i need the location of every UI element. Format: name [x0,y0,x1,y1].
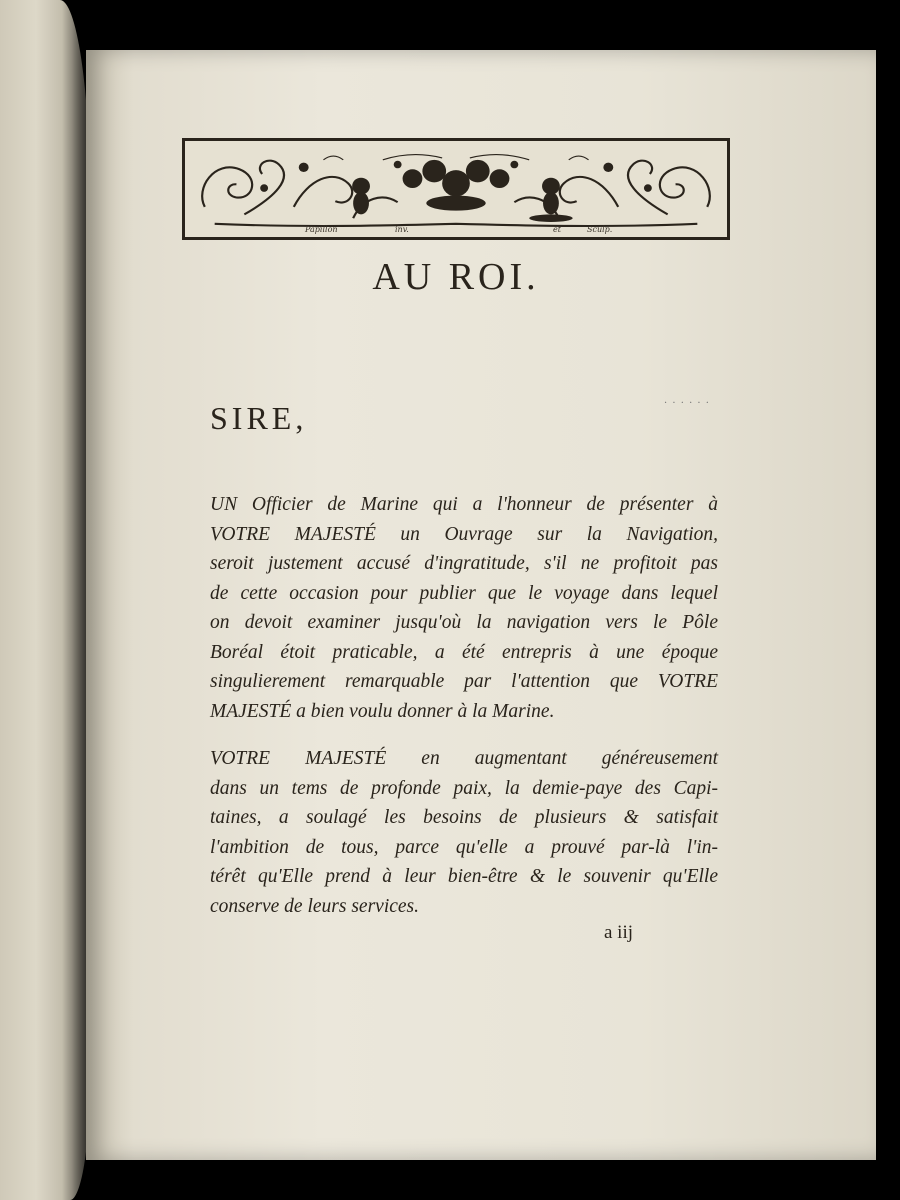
paragraph-line: VOTRE MAJESTÉ en augmentant généreusement [210,748,718,769]
paragraph-line: dans un tems de profonde paix, la demie-paye des Capi- [210,777,718,799]
paragraph-line: l'ambition de tous, parce qu'elle a prouvé par-là l'in- [210,836,718,858]
engraver-credit-left: Papillon [305,225,338,234]
paragraph-line: conserve de leurs services. [210,895,420,917]
page-title: AU ROI. [372,256,540,298]
paragraph-line: Boréal étoit praticable, a été entrepris à une époque [210,641,718,663]
paragraph-line: singulierement remarquable par l'attention que VOTRE [210,671,718,692]
paragraph-line: VOTRE MAJESTÉ un Ouvrage sur la Navigation, [210,523,718,545]
paragraph-line: on devoit examiner jusqu'où la navigation vers le Pôle [210,612,718,633]
paragraph-line: MAJESTÉ a bien voulu donner à la Marine. [210,700,555,722]
floral-ornament-engraving [185,141,727,237]
paragraph-line: seroit justement accusé d'ingratitude, s'il ne profitoit pas [210,553,718,574]
engraver-credit-et: et [553,225,561,234]
engraver-credit-mid: inv. [395,225,409,234]
book-page [86,50,876,1160]
headpiece-ornament [182,138,730,240]
stray-ink-marks: · · · · · · [664,398,710,409]
paragraph-1 [210,490,718,726]
paragraph-line: de cette occasion pour publier que le voyage dans lequel [210,582,718,604]
salutation: SIRE, [210,400,308,436]
paragraph-line: UN Officier de Marine qui a l'honneur de présenter à [210,494,718,515]
engraver-credit-right: Sculp. [587,225,613,234]
paragraph-line: taines, a soulagé les besoins de plusieurs & satisfait [210,807,718,828]
paragraph-line: térêt qu'Elle prend à leur bien-être & le souvenir qu'Elle [210,866,718,887]
signature-mark: a iij [604,922,634,943]
paragraph-2 [210,744,718,921]
